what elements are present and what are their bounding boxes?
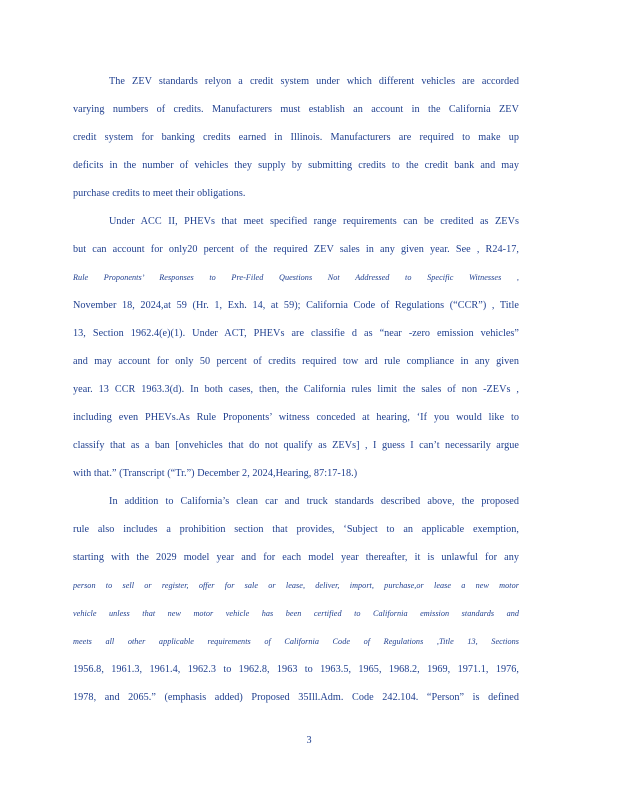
paragraph-3-line-6: meets all other applicable requirements of California Code of Regulations ,Title 13, Sections xyxy=(73,637,519,646)
body-text xyxy=(73,68,519,712)
paragraph-2-line-10: with that.” (Transcript (“Tr.”) December 2, 2024,Hearing, 87:17-18.) xyxy=(73,468,358,479)
paragraph-1-line-4: deficits in the number of vehicles they supply by submitting credits to the credit bank and may xyxy=(73,160,519,171)
paragraph-3-line-1: In addition to California’s clean car and truck standards described above, the proposed xyxy=(109,496,519,507)
paragraph-2-line-4: November 18, 2024,at 59 (Hr. 1, Exh. 14, at 59); California Code of Regulations (“CCR”) , Title xyxy=(73,300,519,311)
paragraph-3-line-5: vehicle unless that new motor vehicle has been certified to California emission standards and xyxy=(73,609,519,618)
paragraph-2-line-2: but can account for only20 percent of the required ZEV sales in any given year. See , R24-17, xyxy=(73,244,519,255)
paragraph-1-line-2: varying numbers of credits. Manufacturers must establish an account in the California ZEV xyxy=(73,104,519,115)
paragraph-3-line-2: rule also includes a prohibition section that provides, ‘Subject to an applicable exemption, xyxy=(73,524,519,535)
paragraph-2-line-9: classify that as a ban [onvehicles that do not qualify as ZEVs] , I guess I can’t necessarily argue xyxy=(73,440,519,451)
paragraph-1-line-3: credit system for banking credits earned in Illinois. Manufacturers are required to make up xyxy=(73,132,519,143)
paragraph-2-line-3: Rule Proponents’ Responses to Pre-Filed Questions Not Addressed to Specific Witnesses , xyxy=(73,273,519,282)
page-number: 3 xyxy=(306,735,312,746)
paragraph-3-line-8: 1978, and 2065.” (emphasis added) Proposed 35Ill.Adm. Code 242.104. “Person” is defined xyxy=(73,692,519,703)
paragraph-3-line-7: 1956.8, 1961.3, 1961.4, 1962.3 to 1962.8, 1963 to 1963.5, 1965, 1968.2, 1969, 1971.1, 1976, xyxy=(73,664,519,675)
paragraph-3-line-3: starting with the 2029 model year and for each model year thereafter, it is unlawful for any xyxy=(73,552,519,563)
paragraph-2-line-6: and may account for only 50 percent of credits required tow ard rule compliance in any given xyxy=(73,356,519,367)
paragraph-1-line-5: purchase credits to meet their obligations. xyxy=(73,188,246,199)
paragraph-1-line-1: The ZEV standards relyon a credit system under which different vehicles are accorded xyxy=(109,76,519,87)
paragraph-2-line-7: year. 13 CCR 1963.3(d). In both cases, then, the California rules limit the sales of non -ZEVs , xyxy=(73,384,519,395)
paragraph-2-line-1: Under ACC II, PHEVs that meet specified range requirements can be credited as ZEVs xyxy=(109,216,519,227)
paragraph-3-line-4: person to sell or register, offer for sale or lease, deliver, import, purchase,or lease a new motor xyxy=(73,581,519,590)
paragraph-2-line-8: including even PHEVs.As Rule Proponents’ witness conceded at hearing, ‘If you would like to xyxy=(73,412,519,423)
paragraph-2-line-5: 13, Section 1962.4(e)(1). Under ACT, PHEVs are classifie d as “near -zero emission vehicles” xyxy=(73,328,519,339)
